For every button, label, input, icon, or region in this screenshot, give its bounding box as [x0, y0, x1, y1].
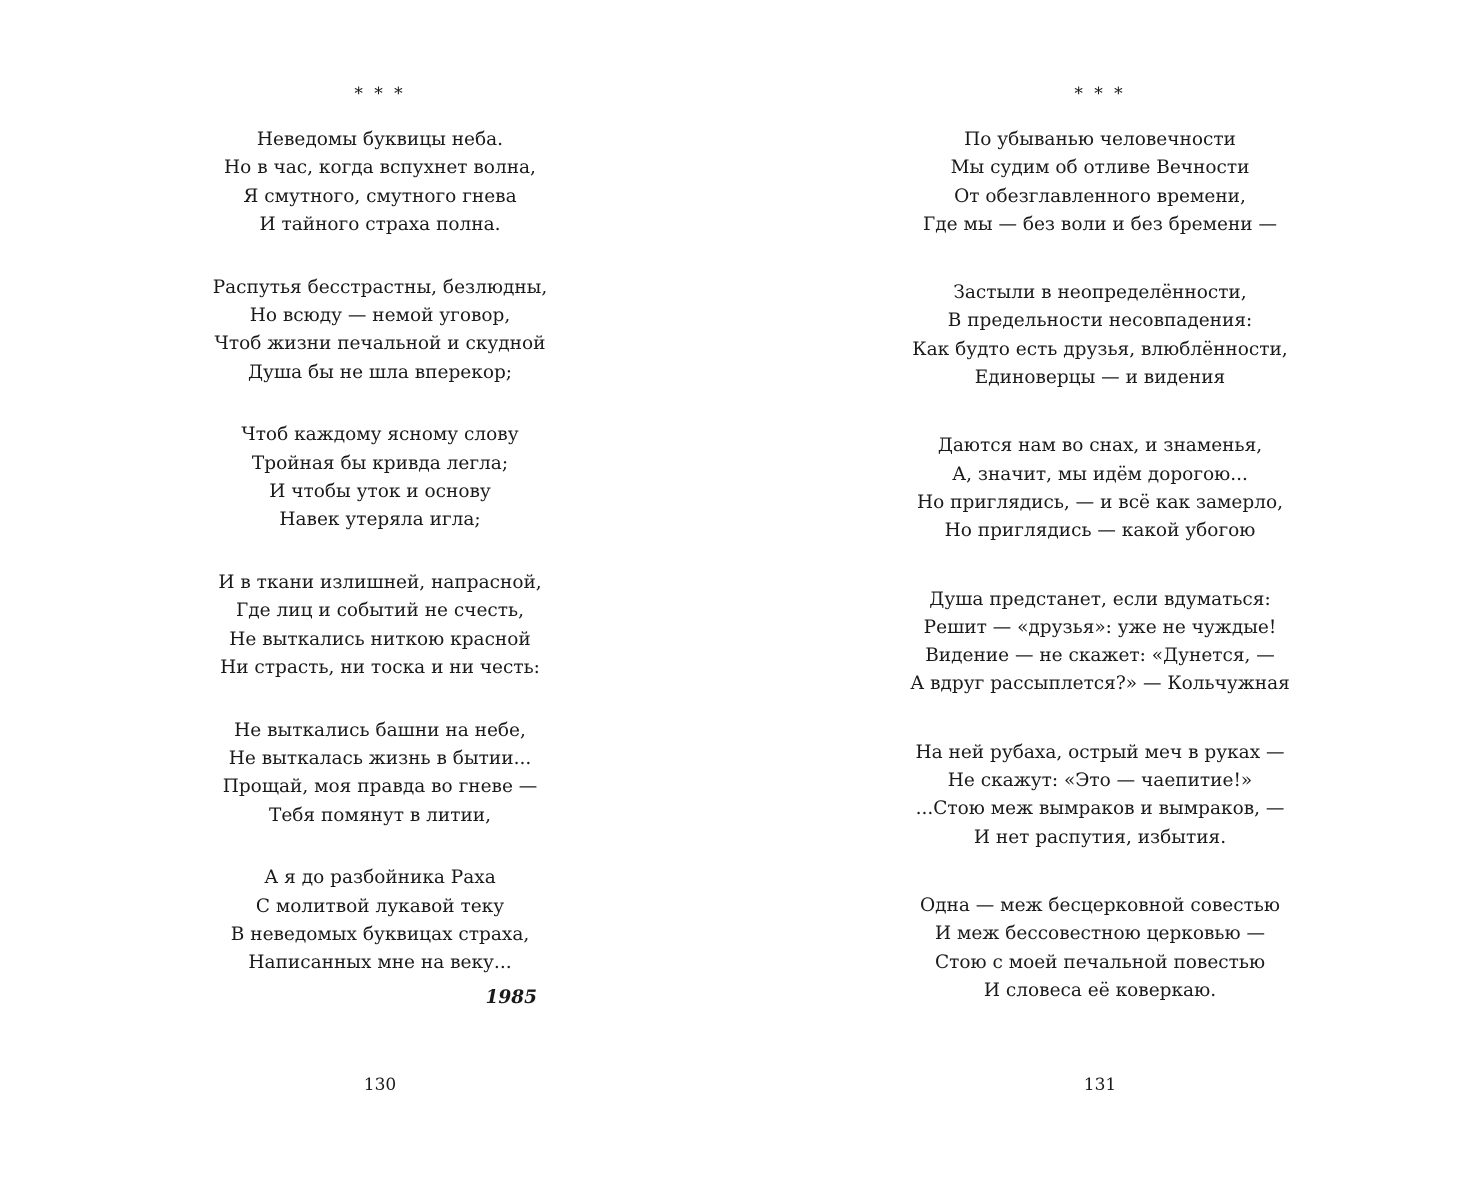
poem-line: Решит — «друзья»: уже не чуждые! [923, 616, 1277, 638]
poem-line: Распутья бесстрастны, безлюдны, [212, 276, 548, 298]
poem-line: Но всюду — немой уговор, [249, 305, 511, 327]
poem-asterism: * * * [1074, 84, 1126, 104]
poem-line: И словеса её коверкаю. [983, 979, 1217, 1001]
poem-line: Мы судим об отливе Вечности [950, 157, 1250, 179]
poem-line: Видение — не скажет: «Дунется, — [925, 645, 1275, 667]
stanza [180, 421, 580, 535]
poem-line: И чтобы уток и основу [269, 481, 491, 503]
poem [180, 126, 580, 978]
poem-line: Как будто есть друзья, влюблённости, [912, 338, 1288, 360]
poem-line: Чтоб жизни печальной и скудной [214, 333, 546, 355]
poem-line: Написанных мне на веку... [248, 952, 512, 974]
poem-date: 1985 [485, 987, 537, 1008]
poem-line: По убыванью человечности [964, 129, 1236, 150]
poem-line: Одна — меж бесцерковной совестью [920, 894, 1280, 916]
stanza [900, 279, 1300, 392]
poem-line: И тайного страха полна. [259, 214, 501, 236]
page-number: 130 [363, 1075, 397, 1095]
poem-line: Навек утеряла игла; [279, 509, 481, 531]
stanza [180, 717, 580, 831]
poem-line: Тройная бы кривда легла; [251, 452, 509, 474]
poem-line: Но приглядись, — и всё как замерло, [917, 491, 1283, 513]
poem-line: В предельности несовпадения: [947, 310, 1253, 332]
page-number: 131 [1083, 1075, 1117, 1095]
poem-line: А я до разбойника Раха [264, 867, 496, 889]
poem-line: Не выткалась жизнь в бытии... [228, 747, 532, 769]
poem-line: Не выткались башни на небе, [234, 719, 526, 741]
stanza [900, 126, 1300, 239]
poem-line: Не выткались ниткою красной [229, 628, 531, 650]
poem-line: Но приглядись — какой убогою [944, 520, 1256, 542]
right-page [900, 0, 1300, 1182]
poem-line: В неведомых буквицах страха, [230, 923, 530, 945]
poem-line: А, значит, мы идём дорогою... [952, 463, 1248, 485]
poem-line: От обезглавленного времени, [954, 185, 1246, 207]
poem-line: Но в час, когда вспухнет волна, [224, 157, 536, 179]
poem-line: Я смутного, смутного гнева [243, 185, 517, 207]
poem-line: И нет распутия, избытия. [973, 826, 1227, 848]
poem-line: На ней рубаха, острый меч в руках — [915, 741, 1285, 763]
poem-line: Ни страсть, ни тоска и ни честь: [220, 657, 540, 679]
poem-line: Не скажут: «Это — чаепитие!» [947, 770, 1253, 792]
poem-line: Неведомы буквицы неба. [256, 129, 504, 150]
stanza [900, 739, 1300, 852]
poem-line: Даются нам во снах, и знаменья, [937, 435, 1263, 457]
poem-line: Душа предстанет, если вдуматься: [929, 588, 1271, 610]
stanza [900, 892, 1300, 1005]
stanza [180, 274, 580, 388]
poem-line: Единоверцы — и видения [974, 367, 1226, 389]
poem-line: А вдруг рассыплется?» — Кольчужная [910, 673, 1290, 695]
poem-line: С молитвой лукавой теку [255, 895, 505, 917]
poem-line: Чтоб каждому ясному слову [241, 424, 519, 446]
poem [900, 126, 1300, 1005]
poem-line: Где мы — без воли и без бремени — [923, 213, 1277, 235]
stanza [900, 432, 1300, 545]
poem-line: И в ткани излишней, напрасной, [218, 571, 542, 593]
poem-line: Душа бы не шла вперекор; [247, 361, 513, 383]
poem-line: Стою с моей печальной повестью [934, 951, 1266, 973]
poem-line: Застыли в неопределённости, [953, 282, 1247, 304]
poem-line: Где лиц и событий не счесть, [236, 600, 524, 622]
poem-line: Тебя помянут в литии, [269, 804, 491, 826]
poem-asterism: * * * [354, 84, 406, 104]
poem-line: Прощай, моя правда во гневе — [222, 776, 538, 798]
stanza [180, 569, 580, 683]
stanza [180, 864, 580, 978]
left-page [180, 0, 580, 1182]
stanza [180, 126, 580, 240]
stanza [900, 586, 1300, 699]
poem-line: И меж бессовестною церковью — [935, 923, 1265, 945]
poem-line: ...Стою меж вымраков и вымраков, — [915, 798, 1285, 820]
